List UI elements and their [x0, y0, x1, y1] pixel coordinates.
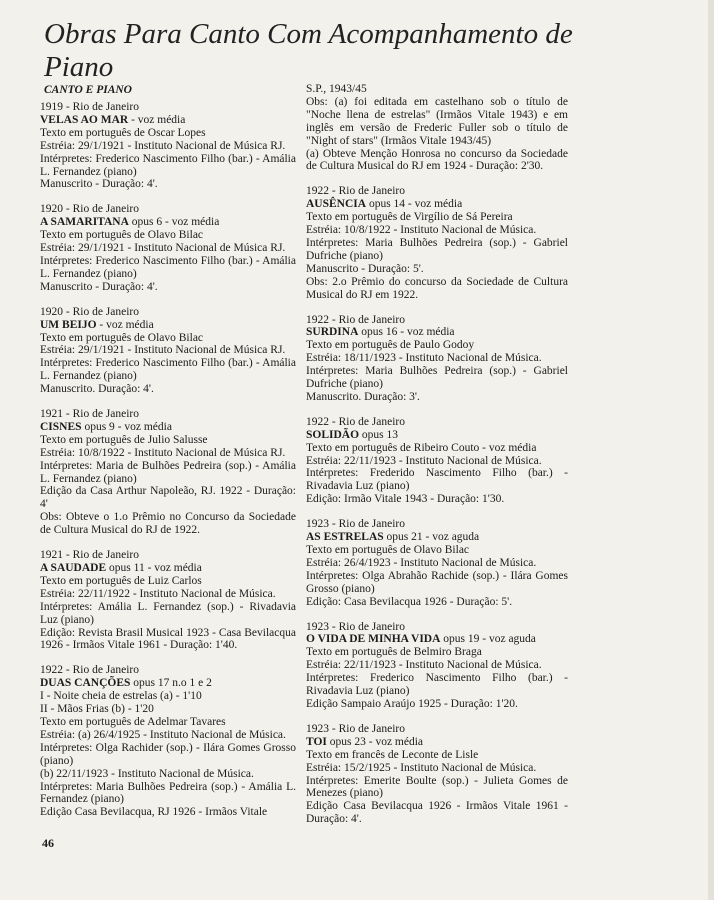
work-title: A SAMARITANA: [40, 216, 129, 229]
entry-title-line: [40, 319, 296, 332]
catalog-entry: [306, 723, 568, 826]
entry-year-place: 1922 - Rio de Janeiro: [306, 185, 406, 198]
entry-detail-line: Manuscrito - Duração: 4'.: [40, 280, 158, 293]
entry-detail-line: S.P., 1943/45: [306, 83, 367, 95]
page-edge: [708, 0, 714, 900]
entry-detail-line: Estréia: 29/1/1921 - Instituto Nacional de Música RJ.: [40, 344, 286, 357]
entry-detail-line: (b) 22/11/1923 - Instituto Nacional de Música.: [40, 767, 254, 780]
entry-detail-line: Intérpretes: Maria Bulhões Pedreira (sop.) - Gabriel Dufriche (piano): [306, 236, 568, 262]
work-opus-voice: opus 9 - voz média: [81, 420, 172, 433]
entry-detail-line: Edição: Revista Brasil Musical 1923 - Casa Bevilacqua 1926 - Irmãos Vitale 1961 - Duração: 1'40.: [40, 626, 296, 652]
entry-title-line: [40, 562, 296, 575]
entry-year-place: 1922 - Rio de Janeiro: [40, 664, 140, 677]
entry-year-place: 1923 - Rio de Janeiro: [306, 620, 406, 633]
work-opus-voice: - voz média: [128, 113, 186, 126]
catalog-entry: [306, 314, 568, 404]
catalog-entry: [40, 101, 296, 191]
work-opus-voice: opus 21 - voz aguda: [383, 531, 480, 544]
work-title: SURDINA: [306, 326, 359, 339]
entry-title-line: [306, 326, 568, 339]
work-opus-voice: opus 19 - voz aguda: [440, 633, 536, 646]
entry-title-line: [306, 531, 568, 544]
entry-year-place: 1920 - Rio de Janeiro: [40, 305, 140, 318]
work-title: CISNES: [40, 420, 82, 433]
entry-detail-line: Intérpretes: Frederico Nascimento Filho (bar.) - Amália L. Fernandez (piano): [40, 254, 296, 280]
catalog-entry: [40, 549, 296, 652]
entry-title-line: [306, 736, 568, 749]
entry-detail-line: Intérpretes: Maria Bulhões Pedreira (sop.) - Amália L. Fernandez (piano): [40, 780, 296, 806]
entry-detail-line: Intérpretes: Frederido Nascimento Filho (bar.) - Rivadavia Luz (piano): [306, 467, 568, 493]
work-opus-voice: opus 11 - voz média: [106, 562, 202, 574]
entry-title-line: [306, 633, 568, 646]
catalog-entry: [306, 185, 568, 301]
work-opus-voice: opus 17 n.o 1 e 2: [130, 677, 212, 690]
work-opus-voice: opus 6 - voz média: [128, 216, 220, 229]
entry-detail-line: I - Noite cheia de estrelas (a) - 1'10: [40, 690, 202, 703]
entry-detail-line: Texto em português de Olavo Bilac: [40, 331, 204, 344]
entry-detail-line: Intérpretes: Maria Bulhões Pedreira (sop.) - Gabriel Dufriche (piano): [306, 365, 568, 391]
entry-detail-line: Edição da Casa Arthur Napoleão, RJ. 1922 - Duração: 4': [40, 485, 296, 511]
entry-detail-line: Manuscrito. Duração: 3'.: [306, 390, 420, 403]
entry-detail-line: Edição: Irmão Vitale 1943 - Duração: 1'30.: [306, 493, 505, 506]
work-title: VELAS AO MAR: [40, 113, 129, 126]
catalog-entry: [306, 416, 568, 506]
left-column: [40, 101, 296, 831]
entry-detail-line: Edição Casa Bevilacqua 1926 - Irmãos Vitale 1961 - Duração: 4'.: [306, 800, 568, 826]
entry-year-place: 1919 - Rio de Janeiro: [40, 101, 140, 113]
work-title: AUSÊNCIA: [306, 198, 367, 211]
entry-title-line: [40, 216, 296, 229]
catalog-entry: [40, 664, 296, 819]
catalog-entry: [40, 203, 296, 293]
entry-detail-line: Estréia: 29/1/1921 - Instituto Nacional de Música RJ.: [40, 139, 286, 152]
entry-detail-line: Estréia: 18/11/1923 - Instituto Nacional de Música.: [306, 352, 542, 365]
entry-detail-line: Texto em português de Adelmar Tavares: [40, 715, 226, 728]
entry-detail-line: II - Mãos Frias (b) - 1'20: [40, 703, 154, 716]
page-number: 46: [42, 836, 54, 850]
entry-detail-line: Texto em português de Olavo Bilac: [40, 229, 204, 242]
catalog-entry: [306, 83, 568, 173]
work-opus-voice: opus 13: [359, 428, 399, 441]
catalog-entry: [306, 518, 568, 608]
entry-detail-line: Intérpretes: Emerite Boulte (sop.) - Julieta Gomes de Menezes (piano): [306, 774, 568, 800]
work-opus-voice: opus 23 - voz média: [326, 735, 424, 748]
page-title: [44, 18, 644, 84]
entry-detail-line: Estréia: 22/11/1922 - Instituto Nacional de Música.: [40, 587, 276, 600]
entry-title-line: [306, 429, 568, 442]
entry-detail-line: Intérpretes: Maria de Bulhões Pedreira (sop.) - Amália L. Fernandez (piano): [40, 459, 296, 485]
entry-detail-line: Intérpretes: Olga Rachider (sop.) - Ilára Gomes Grosso (piano): [40, 741, 296, 767]
entry-year-place: 1921 - Rio de Janeiro: [40, 549, 140, 562]
title-line-1: Obras Para Canto Com Acompanhamento de: [44, 18, 573, 50]
entry-detail-line: Obs: 2.o Prêmio do concurso da Sociedade de Cultura Musical do RJ em 1922.: [306, 275, 568, 301]
entry-detail-line: Texto em português de Luiz Carlos: [40, 574, 202, 587]
entry-detail-line: Manuscrito. Duração: 4'.: [40, 383, 154, 396]
entry-title-line: [40, 421, 296, 434]
entry-title-line: [40, 677, 296, 690]
catalog-entry: [306, 621, 568, 711]
work-title: DUAS CANÇÕES: [40, 677, 131, 690]
entry-year-place: 1922 - Rio de Janeiro: [306, 313, 406, 326]
entry-detail-line: Edição: Casa Bevilacqua 1926 - Duração: 5'.: [306, 595, 513, 608]
entry-detail-line: Texto em português de Olavo Bilac: [306, 544, 470, 556]
work-title: UM BEIJO: [40, 318, 97, 331]
entry-detail-line: Estréia: (a) 26/4/1925 - Instituto Nacional de Música.: [40, 728, 286, 741]
entry-detail-line: Texto em português de Julio Salusse: [40, 433, 208, 446]
entry-detail-line: Texto em português de Belmiro Braga: [306, 646, 482, 659]
work-title: TOI: [306, 735, 327, 748]
entry-detail-line: Edição Sampaio Araújo 1925 - Duração: 1'20.: [306, 697, 518, 710]
entry-detail-line: Edição Casa Bevilacqua, RJ 1926 - Irmãos Vitale: [40, 806, 268, 819]
entry-year-place: 1922 - Rio de Janeiro: [306, 415, 406, 428]
entry-detail-line: (a) Obteve Menção Honrosa no concurso da Sociedade de Cultura Musical do RJ em 1924 - Duração: 2'30.: [306, 147, 568, 173]
entry-detail-line: Estréia: 26/4/1923 - Instituto Nacional de Música.: [306, 556, 537, 569]
entry-detail-line: Texto em francês de Leconte de Lisle: [306, 748, 479, 761]
entry-detail-line: Manuscrito - Duração: 5'.: [306, 262, 424, 275]
entry-detail-line: Intérpretes: Olga Abrahão Rachide (sop.) - Ilára Gomes Grosso (piano): [306, 569, 568, 595]
work-opus-voice: opus 14 - voz média: [366, 198, 463, 211]
entry-detail-line: Obs: (a) foi editada em castelhano sob o título de "Noche llena de estrelas" (Irmãos Vitale 1943) e em inglês em versão de Frederic Fuller sob o título de "Night of stars" (Irmãos Vitale 1943/45): [306, 95, 568, 147]
entry-detail-line: Manuscrito - Duração: 4'.: [40, 178, 158, 191]
entry-detail-line: Intérpretes: Frederico Nascimento Filho (bar.) - Amália L. Fernandez (piano): [40, 357, 296, 383]
section-heading: CANTO E PIANO: [44, 84, 132, 96]
entry-year-place: 1920 - Rio de Janeiro: [40, 203, 140, 216]
work-title: AS ESTRELAS: [306, 531, 384, 544]
entry-detail-line: Intérpretes: Amália L. Fernandez (sop.) - Rivadavia Luz (piano): [40, 600, 296, 626]
work-title: O VIDA DE MINHA VIDA: [306, 633, 441, 646]
entry-title-line: [306, 198, 568, 211]
entry-detail-line: Estréia: 15/2/1925 - Instituto Nacional de Música.: [306, 761, 537, 774]
entry-detail-line: Estréia: 22/11/1923 - Instituto Nacional de Música.: [306, 659, 542, 672]
right-column: [306, 83, 568, 838]
entry-detail-line: Estréia: 29/1/1921 - Instituto Nacional de Música RJ.: [40, 242, 286, 255]
work-opus-voice: - voz média: [96, 318, 154, 331]
entry-detail-line: Intérpretes: Frederico Nascimento Filho (bar.) - Amália L. Fernandez (piano): [40, 152, 296, 178]
catalog-entry: [40, 306, 296, 396]
entry-detail-line: Estréia: 22/11/1923 - Instituto Nacional de Música.: [306, 454, 542, 467]
entry-detail-line: Texto em português de Paulo Godoy: [306, 339, 475, 352]
entry-detail-line: Estréia: 10/8/1922 - Instituto Nacional de Música.: [306, 224, 537, 237]
work-opus-voice: opus 16 - voz média: [358, 326, 455, 339]
catalog-entry: [40, 408, 296, 537]
entry-detail-line: Texto em português de Oscar Lopes: [40, 126, 206, 139]
entry-year-place: 1923 - Rio de Janeiro: [306, 518, 406, 531]
entry-detail-line: Texto em português de Ribeiro Couto - voz média: [306, 441, 537, 454]
entry-year-place: 1921 - Rio de Janeiro: [40, 408, 140, 421]
entry-detail-line: Obs: Obteve o 1.o Prêmio no Concurso da Sociedade de Cultura Musical do RJ de 1922.: [40, 511, 296, 537]
entry-detail-line: Estréia: 10/8/1922 - Instituto Nacional de Música RJ.: [40, 446, 286, 459]
title-line-2: Piano: [44, 51, 114, 83]
entry-detail-line: Texto em português de Virgílio de Sá Pereira: [306, 211, 513, 224]
entry-title-line: [40, 114, 296, 127]
work-title: A SAUDADE: [40, 562, 107, 574]
entry-detail-line: Intérpretes: Frederico Nascimento Filho (bar.) - Rivadavia Luz (piano): [306, 672, 568, 698]
work-title: SOLIDÃO: [306, 428, 360, 441]
entry-year-place: 1923 - Rio de Janeiro: [306, 722, 406, 735]
